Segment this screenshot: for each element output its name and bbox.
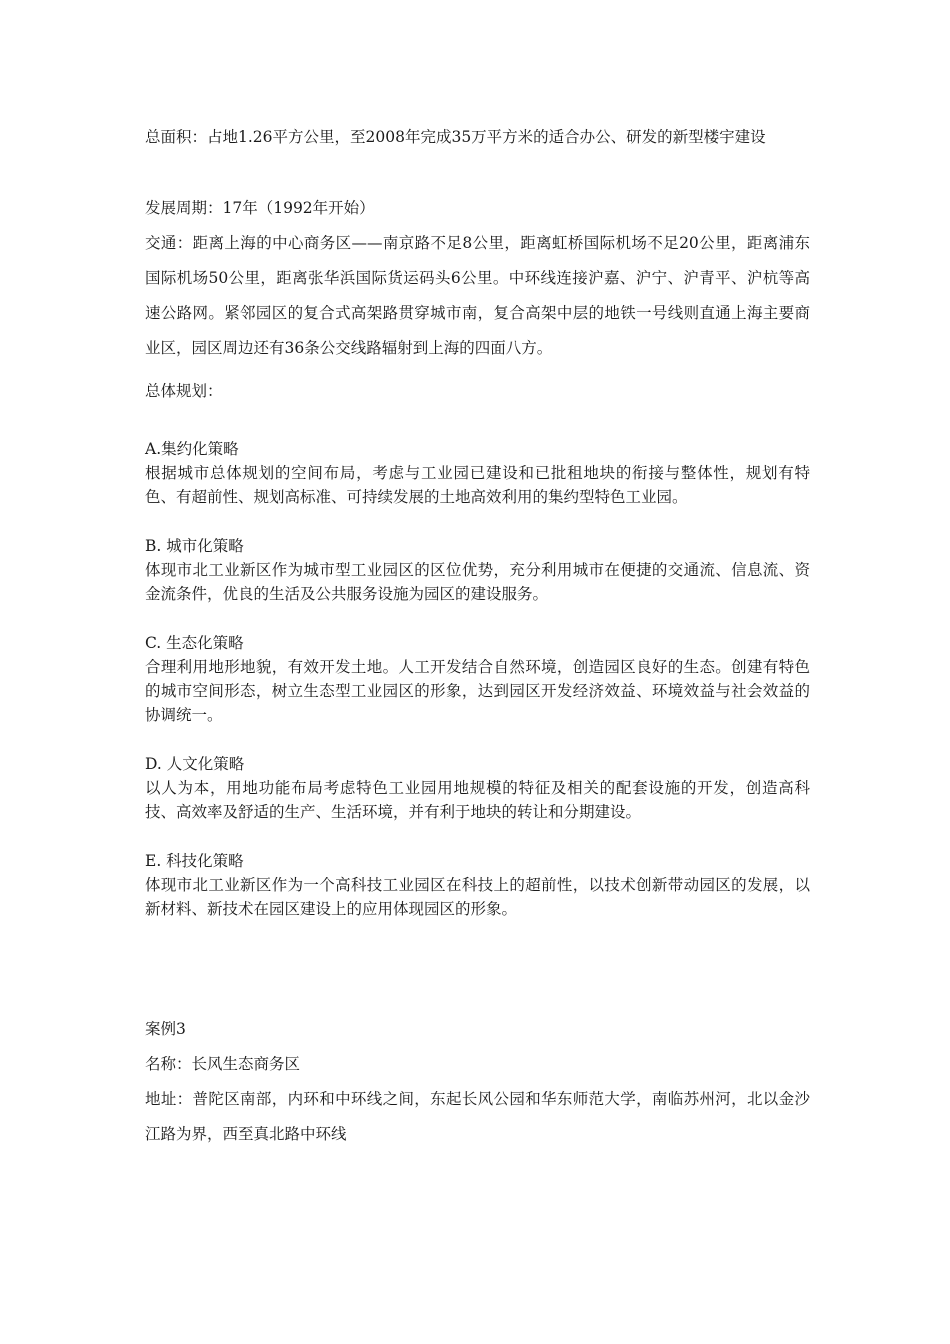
strategy-a-title: A.集约化策略 xyxy=(145,440,239,458)
strategy-d-title: D. 人文化策略 xyxy=(145,755,245,773)
strategy-c-body: 合理利用地形地貌，有效开发土地。人工开发结合自然环境，创造园区良好的生态。创建有特色的城市空间形态，树立生态型工业园区的形象，达到园区开发经济效益、环境效益与社会效益的协调统一。 xyxy=(145,658,810,724)
strategy-b-title: B. 城市化策略 xyxy=(145,537,244,555)
strategy-e-title: E. 科技化策略 xyxy=(145,852,244,870)
strategy-b-body: 体现市北工业新区作为城市型工业园区的区位优势，充分利用城市在便捷的交通流、信息流、资金流条件，优良的生活及公共服务设施为园区的建设服务。 xyxy=(145,561,810,603)
strategy-d-body: 以人为本，用地功能布局考虑特色工业园用地规模的特征及相关的配套设施的开发，创造高科技、高效率及舒适的生产、生活环境，并有利于地块的转让和分期建设。 xyxy=(145,779,810,821)
area-paragraph: 总面积：占地1.26平方公里，至2008年完成35万平方米的适合办公、研发的新型楼宇建设 xyxy=(145,128,766,146)
plan-heading: 总体规划： xyxy=(145,382,223,400)
transport-paragraph: 交通：距离上海的中心商务区——南京路不足8公里，距离虹桥国际机场不足20公里，距离浦东国际机场50公里，距离张华浜国际货运码头6公里。中环线连接沪嘉、沪宁、沪青平、沪杭等高速公路网。紧邻园区的复合式高架路贯穿城市南，复合高架中层的地铁一号线则直通上海主要商业区，园区周边还有36条公交线路辐射到上海的四面八方。 xyxy=(145,234,810,357)
strategy-a-body: 根据城市总体规划的空间布局，考虑与工业园已建设和已批租地块的衔接与整体性，规划有特色、有超前性、规划高标准、可持续发展的土地高效利用的集约型特色工业园。 xyxy=(145,464,810,506)
strategy-e-body: 体现市北工业新区作为一个高科技工业园区在科技上的超前性，以技术创新带动园区的发展，以新材料、新技术在园区建设上的应用体现园区的形象。 xyxy=(145,876,810,918)
case-heading: 案例3 xyxy=(145,1020,186,1038)
case-address: 地址：普陀区南部，内环和中环线之间，东起长风公园和华东师范大学，南临苏州河，北以金沙江路为界，西至真北路中环线 xyxy=(145,1090,810,1143)
case-name: 名称：长风生态商务区 xyxy=(145,1055,301,1073)
strategy-c-title: C. 生态化策略 xyxy=(145,634,244,652)
period-paragraph: 发展周期：17年（1992年开始） xyxy=(145,199,375,217)
